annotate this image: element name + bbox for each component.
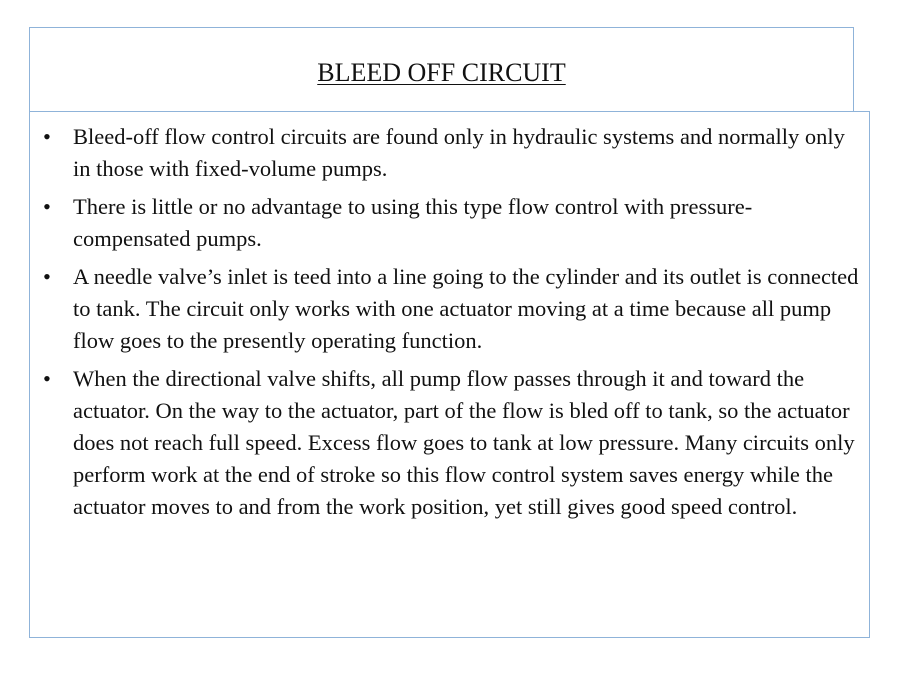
bullet-icon: •: [43, 366, 51, 391]
bullet-icon: •: [43, 124, 51, 149]
content-frame: [29, 111, 870, 638]
bullet-text: A needle valve’s inlet is teed into a line going to the cylinder and its outlet is connected to tank. The circuit only works with one actuator moving at a time because all pump flow goes to the presently operating function.: [73, 264, 859, 353]
bullet-item: [30, 363, 865, 523]
slide-title: BLEED OFF CIRCUIT: [317, 58, 566, 87]
bullet-icon: •: [43, 194, 51, 219]
bullet-icon: •: [43, 264, 51, 289]
bullet-text: There is little or no advantage to using this type flow control with pressure-compensated pumps.: [73, 194, 753, 251]
bullet-list: [30, 121, 865, 529]
bullet-text: Bleed-off flow control circuits are found only in hydraulic systems and normally only in those with fixed-volume pumps.: [73, 124, 845, 181]
bullet-item: [30, 121, 865, 185]
title-frame: [29, 27, 854, 111]
bullet-item: [30, 191, 865, 255]
bullet-item: [30, 261, 865, 357]
bullet-text: When the directional valve shifts, all pump flow passes through it and toward the actuator. On the way to the actuator, part of the flow is bled off to tank, so the actuator does not reach full speed. Excess flow goes to tank at low pressure. Many circuits only perform work at the end of stroke so this flow control system saves energy while the actuator moves to and from the work position, yet still gives good speed control.: [73, 366, 855, 519]
